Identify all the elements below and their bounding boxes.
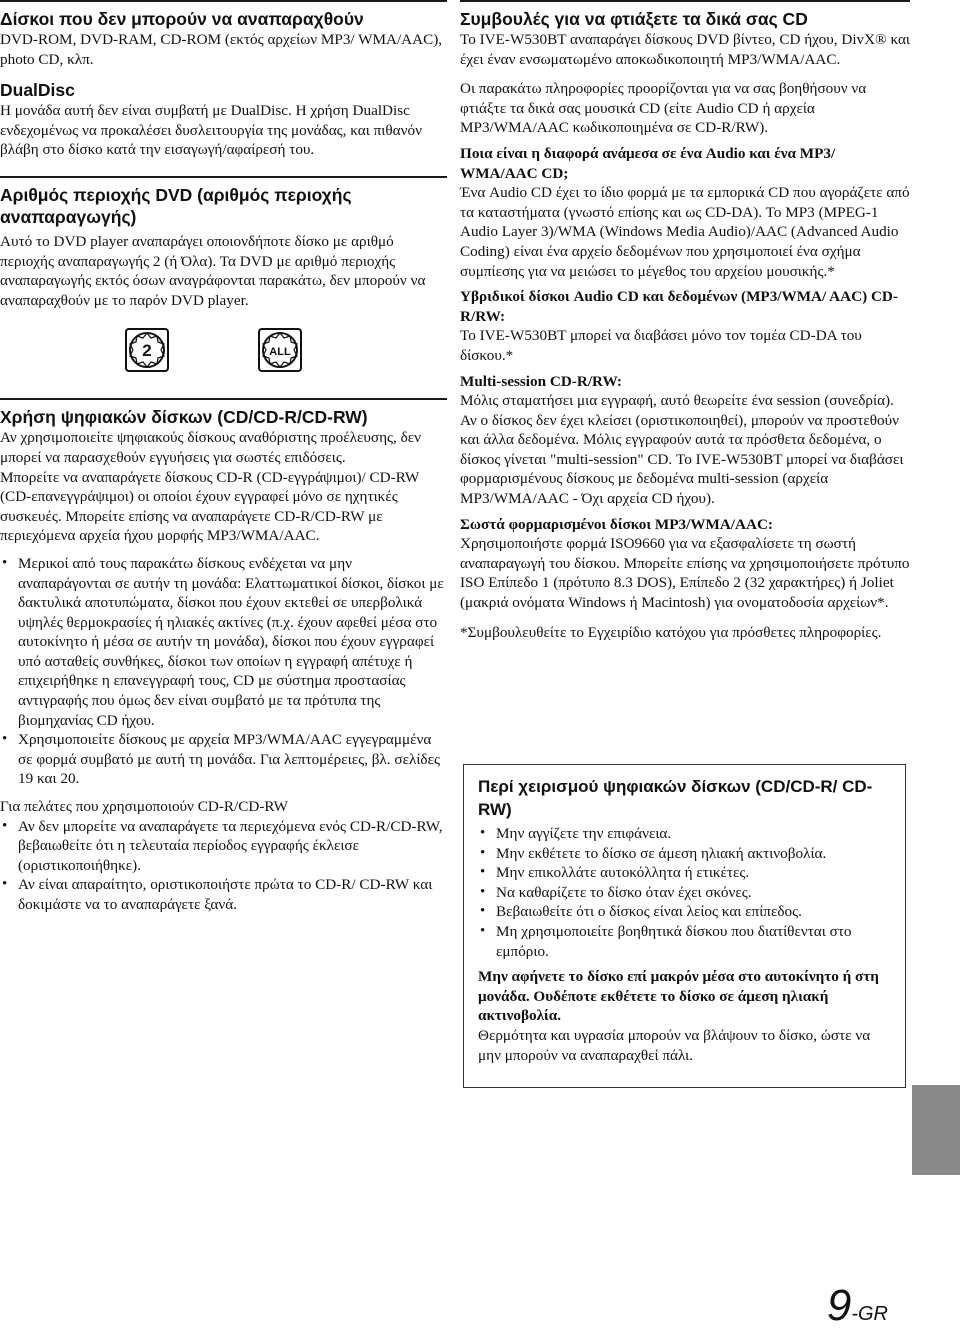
section-body: Η μονάδα αυτή δεν είναι συμβατή με DualDisc. Η χρήση DualDisc ενδεχομένως να προκαλέσει δυσλειτουργία της μονάδας, και πιθανόν βλάβη στο δίσκο κατά την εισαγωγή/αφαίρεσή του. [0,102,422,159]
section-unplayable-discs [0,0,447,69]
list-item: • Μην εκθέτετε το δίσκο σε άμεση ηλιακή ακτινοβολία. [478,844,891,864]
bullet-list [0,554,447,789]
footnote-text: Συμβουλευθείτε το Εγχειρίδιο κατόχου για πρόσθετες πληροφορίες. [467,623,882,641]
list-item: • Μερικοί από τους παρακάτω δίσκους ενδέχεται να μην αναπαράγονται σε αυτήν τη μονάδα: Ελαττωματικοί δίσκοι, δίσκοι με δακτυλικά αποτυπώματα, δίσκοι που έχουν εκτεθεί σε υπερβολικά υψηλές θερμοκρασίες ή ηλιακές ακτίνες (π.χ. έχουν αφεθεί μέσα στο αυτοκίνητο ή μέσα σε αυτήν τη μονάδα), δίσκοι που έχουν εγγραφεί υπό ασταθείς συνθήκες, δίσκοι των οποίων η εγγραφή απέτυχε ή επιχειρήθηκε η επανεγγραφή τους, CD με σύστημα προστασίας αντιγραφής που όμως δεν είναι συμβατό με τα πρότυπα της βιομηχανίας CD ήχου. [0,554,447,730]
section-title: Δίσκοι που δεν μπορούν να αναπαραχθούν [0,9,364,29]
side-tab [912,1085,960,1175]
page-number-value: 9 [826,1281,852,1330]
question-heading: Υβριδικοί δίσκοι Audio CD και δεδομένων (MP3/WMA/ AAC) CD-R/RW: [460,288,898,325]
list-item: • Αν είναι απαραίτητο, οριστικοποιήστε πρώτα το CD-R/ CD-RW και δοκιμάστε να το αναπαράγετε ξανά. [0,875,447,914]
list-item: • Μη χρησιμοποιείτε βοηθητικά δίσκου που διατίθενται στο εμπόριο. [478,922,891,961]
disc-handling-box [463,764,906,1088]
list-item: • Μην επικολλάτε αυτοκόλλητα ή ετικέτες. [478,863,891,883]
region-all-icon [258,328,302,372]
list-item: • Μην αγγίζετε την επιφάνεια. [478,824,891,844]
answer-text: Χρησιμοποιήστε φορμά ISO9660 για να εξασφαλίσετε τη σωστή αναπαραγωγή του δίσκου. Μπορείτε επίσης να χρησιμοποιήσετε πρότυπο ISO Επίπεδο 1 (πρότυπο 8.3 DOS), Επίπεδο 2 (32 χαρακτήρες) ή Joliet (μακριά ονόματα Windows ή Macintosh) για ονοματοδοσία αρχείων*. [460,535,910,612]
section-dualdisc [0,79,447,160]
answer-text: Μόλις σταματήσει μια εγγραφή, αυτό θεωρείτε ένα session (συνεδρία). Αν ο δίσκος δεν έχει κλείσει (οριστικοποιηθεί), μπορούν να προστεθούν και άλλα δεδομένα. Μόλις εγγραφούν αυτά τα πρόσθετα δεδομένα, ο δίσκος γίνεται "multi-session" CD. Το IVE-W530BT μπορεί να διαβάσει φορμαρισμένους δίσκους με δεδομένα multi-session (αρχεία MP3/WMA/AAC - Όχι αρχεία CD ήχου). [460,392,904,508]
right-column [460,0,910,642]
answer-text: Το IVE-W530BT μπορεί να διαβάσει μόνο τον τομέα CD-DA του δίσκου.* [460,327,862,364]
left-column [0,0,447,915]
region-2-label: 2 [142,341,152,361]
section-cd-tips [460,0,910,642]
question-heading: Σωστά φορμαρισμένοι δίσκοι MP3/WMA/AAC: [460,515,773,533]
section-body: Για πελάτες που χρησιμοποιούν CD-R/CD-RW [0,798,289,816]
section-body: Αυτό το DVD player αναπαράγει οποιονδήποτε δίσκο με αριθμό περιοχής αναπαραγωγής 2 (ή Όλα). Τα DVD με αριθμό περιοχής αναπαραγωγής εκτός όσων αναγράφονται παρακάτω, δεν μπορούν να αναπαραχθούν με το παρόν DVD player. [0,232,426,309]
section-title: Συμβουλές για να φτιάξετε τα δικά σας CD [460,9,808,29]
section-title: Χρήση ψηφιακών δίσκων (CD/CD-R/CD-RW) [0,407,368,428]
section-body: Μπορείτε να αναπαράγετε δίσκους CD-R (CD-εγγράψιμοι)/ CD-RW (CD-επανεγγράψιμοι) οι οποίοι έχουν εγγραφεί μόνο σε ηχητικές συσκευές. Μπορείτε επίσης να αναπαράγετε CD-R/CD-RW με περιεχόμενα αρχεία ήχου μορφής MP3/WMA/AAC. [0,468,420,545]
section-region-number [0,176,447,388]
section-body: Οι παρακάτω πληροφορίες προορίζονται για να σας βοηθήσουν να φτιάξτε τα δικά σας μουσικά CD (είτε Audio CD ή αρχεία MP3/WMA/AAC κωδικοποιημένα σε CD-R/RW). [460,80,867,137]
question-heading: Ποια είναι η διαφορά ανάμεσα σε ένα Audio και ένα MP3/ WMA/AAC CD; [460,144,836,182]
section-body: DVD-ROM, DVD-RAM, CD-ROM (εκτός αρχείων MP3/ WMA/AAC), photo CD, κλπ. [0,31,443,68]
region-logos [0,328,447,388]
region-all-label: ALL [269,346,291,359]
bullet-list [478,824,891,961]
section-digital-discs [0,398,447,914]
box-body: Θερμότητα και υγρασία μπορούν να βλάψουν το δίσκο, ώστε να μην μπορούν να αναπαραχθεί πάλι. [478,1026,871,1064]
warning-text: Μην αφήνετε το δίσκο επί μακρόν μέσα στο αυτοκίνητο ή στη μονάδα. Ουδέποτε εκθέτετε το δίσκο σε άμεση ηλιακή ακτινοβολία. [478,968,879,1025]
list-item: • Αν δεν μπορείτε να αναπαράγετε τα περιεχόμενα ενός CD-R/CD-RW, βεβαιωθείτε ότι η τελευταία περίοδος εγγραφής έκλεισε (οριστικοποιήθηκε). [0,817,447,876]
page-number-suffix: -GR [851,1303,888,1325]
section-title: Αριθμός περιοχής DVD (αριθμός περιοχής αναπαραγωγής) [0,184,352,227]
list-item: • Χρησιμοποιείτε δίσκους με αρχεία MP3/WMA/AAC εγγεγραμμένα σε φορμά συμβατό με αυτή τη μονάδα. Για λεπτομέρειες, βλ. σελίδες 19 και 20. [0,730,447,789]
list-item: • Βεβαιωθείτε ότι ο δίσκος είναι λείος και επίπεδος. [478,902,891,922]
page-number [826,1281,888,1336]
section-body: Το IVE-W530BT αναπαράγει δίσκους DVD βίντεο, CD ήχου, DivX® και έχει έναν ενσωματωμένο αποκωδικοποιητή MP3/WMA/AAC. [460,31,911,68]
section-body: Αν χρησιμοποιείτε ψηφιακούς δίσκους αναθόριστης προέλευσης, δεν μπορεί να παρασχεθούν εγγυήσεις για σωστές επιδόσεις. [0,429,422,466]
box-title: Περί χειρισμού ψηφιακών δίσκων (CD/CD-R/ CD-RW) [478,777,873,819]
footnote [460,623,910,643]
region-2-icon [125,328,169,372]
question-heading: Multi-session CD-R/RW: [460,372,622,390]
bullet-list [0,817,447,915]
answer-text: Ένα Audio CD έχει το ίδιο φορμά με τα εμπορικά CD που αγοράζετε από τα καταστήματα (γνωστό επίσης και ως CD-DA). Το MP3 (MPEG-1 Audio Layer 3)/WMA (Windows Media Audio)/AAC (Advanced Audio Coding) είναι ένα αρχείο δεδομένων που χρησιμοποιεί ένα σχήμα συμπίεσης για να μειώσει το μέγεθος του αρχείου μουσικής.* [460,184,910,280]
section-title: DualDisc [0,80,75,101]
footnote-star: * [460,623,468,641]
list-item: • Να καθαρίζετε το δίσκο όταν έχει σκόνες. [478,883,891,903]
